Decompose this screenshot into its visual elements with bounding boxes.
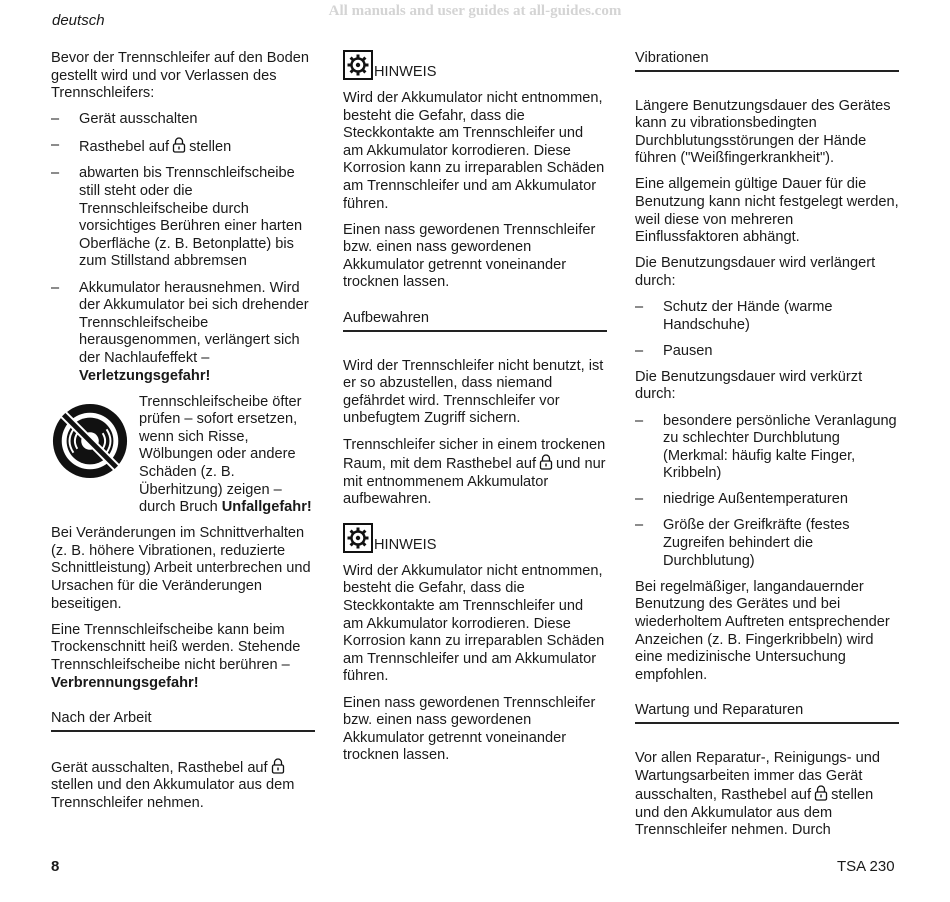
watermark: All manuals and user guides at all-guides.com [328,3,622,19]
list-item [635,413,899,483]
paragraph [51,622,315,692]
list-item-text: Schutz der Hände (warme Handschuhe) [663,299,833,333]
dash-marker: – [51,165,60,182]
list-item [635,343,899,361]
column-left [51,50,315,821]
list-item-text: Pausen [663,342,713,359]
danger-text: Verbrennungsgefahr! [51,674,199,691]
paragraph: Die Benutzungsdauer wird verlängert durch: [635,255,876,289]
text-segment: Trennschleifer sicher in einem trockenen Raum, mit dem Rasthebel auf [343,436,606,473]
paragraph: Eine allgemein gültige Dauer für die Benutzung kann nicht festgelegt werden, weil diese von mehreren Einflussfaktoren abhängt. [635,176,899,246]
list-item-text: Größe der Greifkräfte (festes Zugreifen behindert die Durchblutung) [663,517,850,569]
dash-marker: – [51,137,60,154]
dash-marker: – [635,342,644,359]
danger-text: Verletzungsgefahr! [79,367,211,384]
text-segment: Rasthebel auf [79,139,170,156]
list-item [51,111,315,129]
warning-block [51,394,315,517]
list-item-text: besondere persönliche Veranlagung zu schlechter Durchblutung (Merkmal: häufig kalte Finger, Kribbeln) [663,412,897,482]
list-item-text: abwarten bis Trennschleifscheibe still steht oder die Trennschleifscheibe durch vorsichtiges Berühren einer harten Oberfläche (z. B. Betonplatte) bis zum Stillstand abbremsen [79,165,303,270]
paragraph: Bei regelmäßiger, langandauernder Benutzung des Gerätes und bei wiederholtem Auftreten entsprechender Anzeichen (z. B. Fingerkribbeln) wird eine medizinische Untersuchung empfohlen. [635,578,890,683]
paragraph [51,758,315,813]
paragraph: Längere Benutzungsdauer des Gerätes kann zu vibrationsbedingten Durchblutungsstörungen der Hände führen ("Weißfingerkrankheit"). [635,97,891,167]
lock-icon [814,785,828,801]
list-item-text: Gerät ausschalten [79,111,198,128]
paragraph: Wird der Akkumulator nicht entnommen, besteht die Gefahr, dass die Steckkontakte am Trennschleifer und am Akkumulator korrodieren. Diese Korrosion kann zu irreparablen Schäden am Trennschleifer und am Akkumulator führen. [343,90,605,212]
dash-marker: – [635,299,644,316]
column-right [635,50,899,848]
language-label: deutsch [52,12,105,29]
notice-header [343,523,607,553]
section-heading: Aufbewahren [343,310,607,332]
dash-marker: – [635,491,644,508]
lock-icon [172,137,186,153]
list-item [51,137,315,157]
paragraph: Einen nass gewordenen Trennschleifer bzw. einen nass gewordenen Akkumulator getrennt voneinander trocknen lassen. [343,221,596,291]
text-segment: Gerät ausschalten, Rasthebel auf [51,759,268,776]
notice-label: HINWEIS [374,64,437,80]
lock-icon [271,758,285,774]
list-item [635,299,899,334]
gear-icon [343,523,373,553]
dash-marker: – [635,412,644,429]
list-item-text: niedrige Außentemperaturen [663,491,848,508]
list-item-text [79,280,315,386]
text-segment: stellen und den Akkumulator aus dem Trennschleifer nehmen. Durch [635,787,874,839]
column-middle [343,50,607,773]
text-segment: Akkumulator herausnehmen. Wird der Akkumulator bei sich drehender Trennschleifscheibe herausgenommen, verlängert sich der Nachlaufeffekt – [79,279,309,366]
lock-icon [539,454,553,470]
paragraph [343,437,607,509]
text-segment: Trennschleifscheibe öfter prüfen – sofort ersetzen, wenn sich Risse, Wölbungen oder andere Schäden (z. B. Überhitzung) zeigen – durch Bruch [139,393,302,516]
list-item [635,491,899,509]
text-segment: stellen [189,139,232,156]
list-item [635,517,899,570]
text-segment: und nur mit entnommenem Akkumulator aufbewahren. [343,456,606,508]
paragraph: Einen nass gewordenen Trennschleifer bzw. einen nass gewordenen Akkumulator getrennt voneinander trocknen lassen. [343,694,596,764]
model-label: TSA 230 [837,858,895,875]
danger-text: Unfallgefahr! [221,499,312,516]
text-segment: stellen und den Akkumulator aus dem Trennschleifer nehmen. [51,777,295,811]
dash-marker: – [51,111,60,128]
paragraph: Die Benutzungsdauer wird verkürzt durch: [635,368,863,403]
text-segment: Vor allen Reparatur-, Reinigungs- und Wartungsarbeiten immer das Gerät ausschalten, Rasthebel auf [635,749,880,804]
section-heading: Nach der Arbeit [51,710,315,732]
paragraph: Wird der Trennschleifer nicht benutzt, ist er so abzustellen, dass niemand gefährdet wird. Trennschleifer vor unbefugtem Zugriff sichern. [343,357,604,427]
intro-paragraph: Bevor der Trennschleifer auf den Boden gestellt wird und vor Verlassen des Trennschleifers: [51,50,309,102]
warning-text [139,394,315,517]
gear-icon [343,50,373,80]
dash-marker: – [635,517,644,534]
page-number: 8 [51,858,60,875]
text-segment: Eine Trennschleifscheibe kann beim Trockenschnitt heiß werden. Stehende Trennschleifscheibe nicht berühren – [51,621,301,673]
list-item [51,165,315,271]
list-item-text [79,137,315,157]
section-heading: Wartung und Reparaturen [635,702,899,724]
notice-header [343,50,607,80]
paragraph: Bei Veränderungen im Schnittverhalten (z. B. höhere Vibrationen, reduzierte Schnittleistung) Arbeit unterbrechen und Ursachen für die Veränderungen beseitigen. [51,525,311,612]
list-item [51,280,315,386]
dash-marker: – [51,279,60,296]
notice-label: HINWEIS [374,536,437,553]
paragraph [635,750,899,840]
paragraph: Wird der Akkumulator nicht entnommen, besteht die Gefahr, dass die Steckkontakte am Trennschleifer und am Akkumulator korrodieren. Diese Korrosion kann zu irreparablen Schäden am Trennschleifer und am Akkumulator führen. [343,562,605,685]
wheel-check-icon [51,394,139,517]
section-heading: Vibrationen [635,50,899,72]
